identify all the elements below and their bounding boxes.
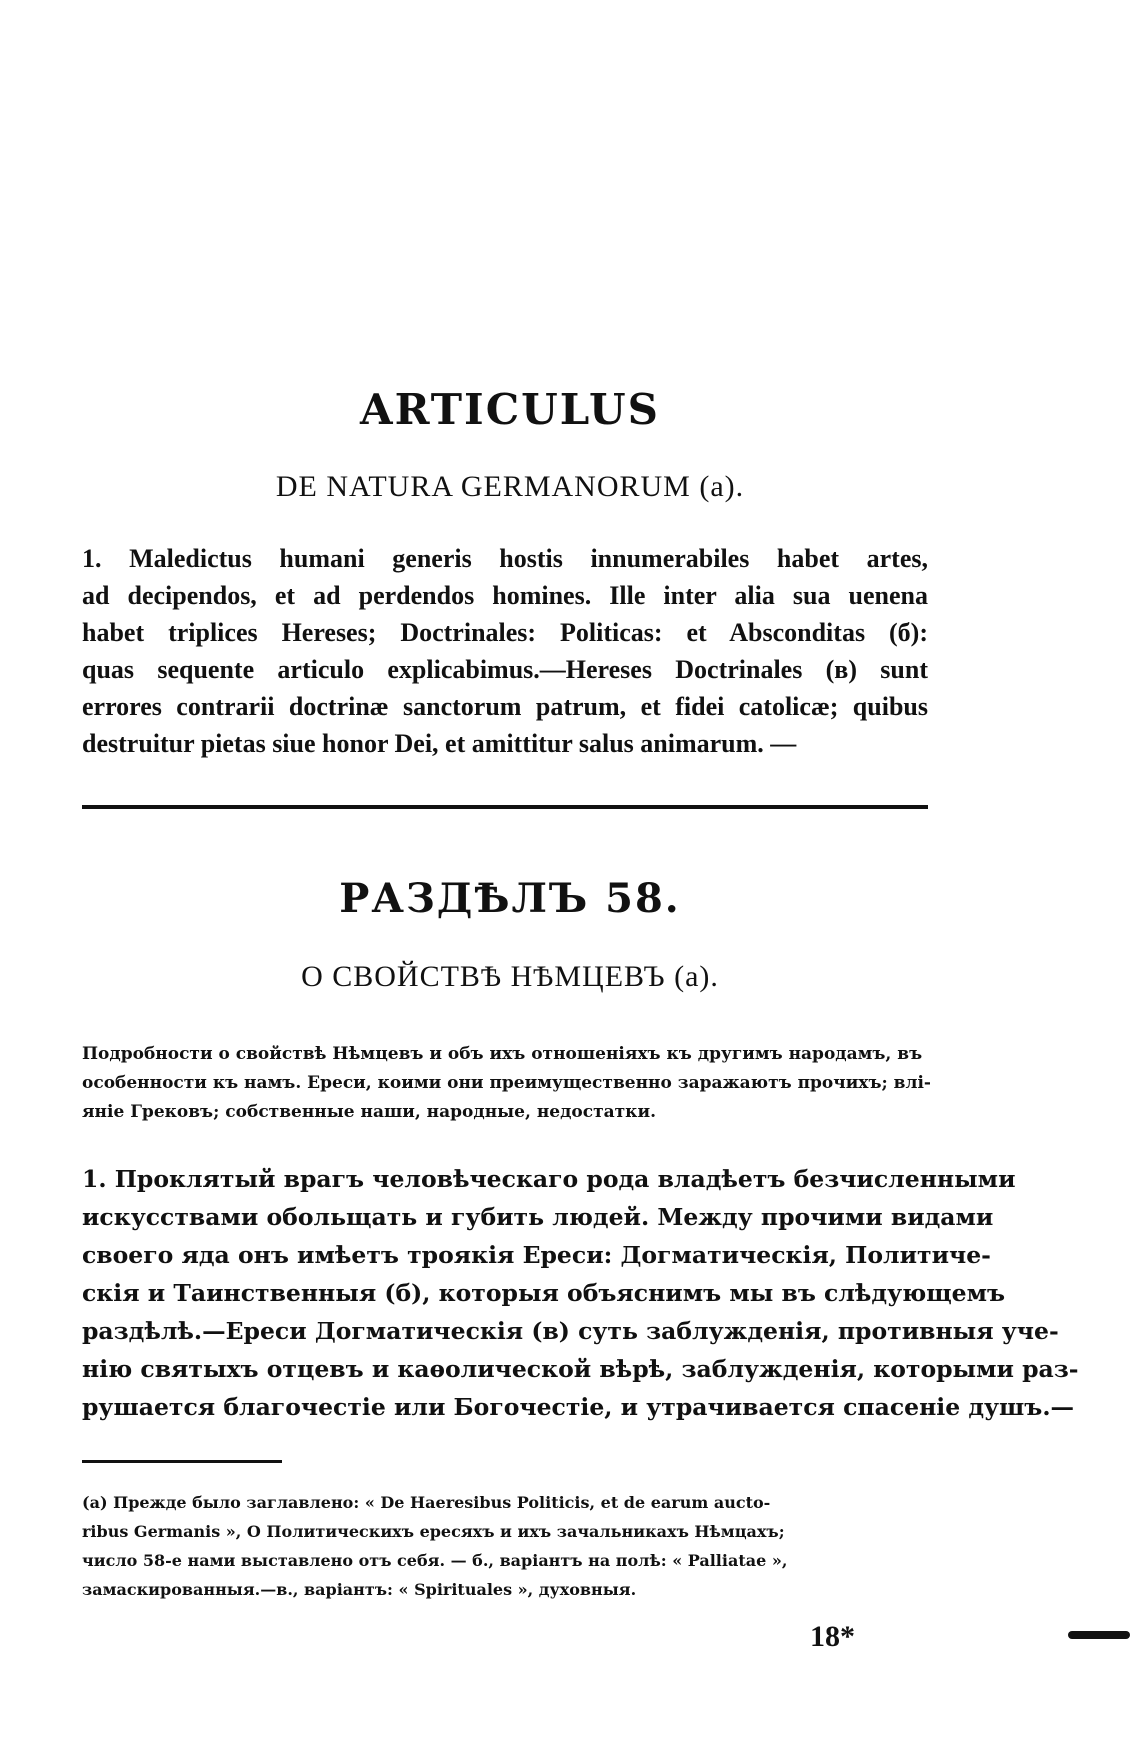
latin-line: ad decipendos, et ad perdendos homines. Ille inter alia sua uenena (82, 581, 928, 610)
summary-line: особенности къ намъ. Ереси, коими они преимущественно заражаютъ прочихъ; влі- (82, 1073, 931, 1093)
latin-line: 1. Maledictus humani generis hostis innumerabiles habet artes, (82, 544, 928, 573)
summary-line: яніе Грековъ; собственные наши, народные, недостатки. (82, 1102, 656, 1122)
russian-line: 1. Проклятый врагъ человѣческаго рода владѣетъ безчисленными (82, 1165, 1016, 1193)
chapter-summary (82, 1040, 931, 1127)
russian-line: нію святыхъ отцевъ и каѳолической вѣрѣ, заблужденія, которыми раз- (82, 1355, 1079, 1383)
printer-signature: 18* (810, 1620, 855, 1653)
russian-line: скія и Таинственныя (б), которыя объяснимъ мы въ слѣдующемъ (82, 1279, 1006, 1307)
russian-line: своего яда онъ имѣетъ троякія Ереси: Догматическія, Политиче- (82, 1241, 991, 1269)
latin-line: habet triplices Hereses; Doctrinales: Politicas: et Absconditas (б): (82, 618, 928, 647)
footnote-line: ribus Germanis », О Политическихъ ересяхъ и ихъ зачальникахъ Нѣмцахъ; (82, 1522, 785, 1541)
russian-line: раздѣлѣ.—Ереси Догматическія (в) суть заблужденія, противныя уче- (82, 1317, 1059, 1345)
russian-title: РАЗДѢЛЪ 58. (339, 875, 681, 922)
section-divider (82, 805, 928, 809)
russian-subtitle: О СВОЙСТВѢ НѢМЦЕВЪ (a). (301, 960, 719, 993)
latin-line: destruitur pietas siue honor Dei, et amittitur salus animarum. — (82, 729, 797, 758)
footnote-line: (a) Прежде было заглавлено: « De Haeresibus Politicis, et de earum aucto- (82, 1493, 771, 1512)
latin-line: quas sequente articulo explicabimus.—Hereses Doctrinales (в) sunt (82, 655, 928, 684)
footnote-line: замаскированныя.—в., варіантъ: « Spirituales », духовныя. (82, 1580, 637, 1599)
footnote (82, 1488, 928, 1604)
russian-paragraph (82, 1160, 1079, 1426)
footnote-divider (82, 1460, 282, 1463)
russian-line: искусствами обольщать и губить людей. Между прочими видами (82, 1203, 994, 1231)
latin-title: ARTICULUS (360, 385, 660, 434)
latin-subtitle: DE NATURA GERMANORUM (a). (275, 470, 745, 503)
summary-line: Подробности о свойствѣ Нѣмцевъ и объ ихъ отношеніяхъ къ другимъ народамъ, въ (82, 1044, 923, 1064)
latin-line: errores contrarii doctrinæ sanctorum patrum, et fidei catolicæ; quibus (82, 692, 928, 721)
latin-paragraph (82, 540, 928, 762)
footnote-line: число 58-е нами выставлено отъ себя. — б., варіантъ на полѣ: « Palliatae », (82, 1551, 788, 1570)
scan-edge-mark (1068, 1631, 1130, 1639)
russian-line: рушается благочестіе или Богочестіе, и утрачивается спасеніе душъ.— (82, 1393, 1075, 1421)
